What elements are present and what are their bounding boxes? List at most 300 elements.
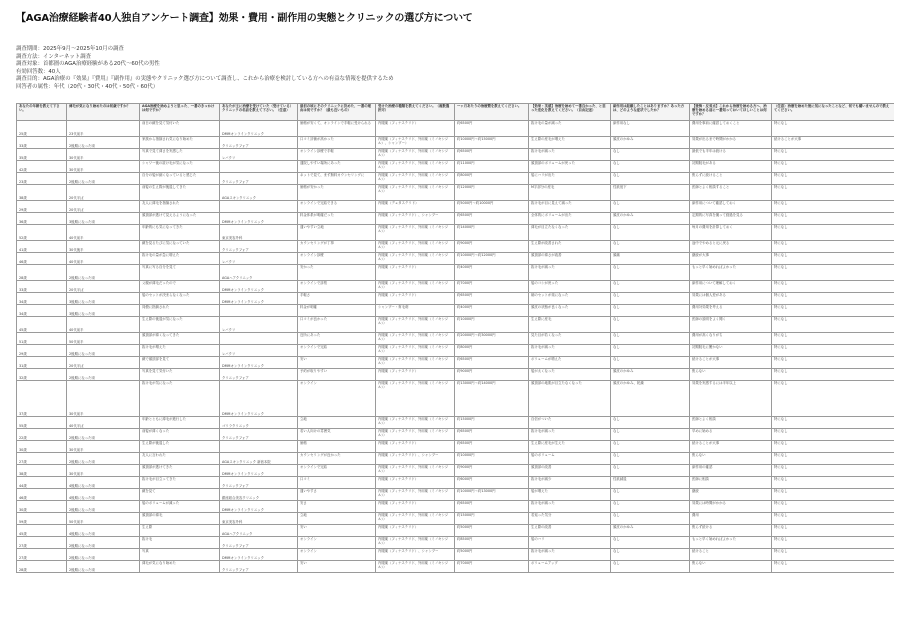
table-cell: 髪のハリ: [529, 537, 611, 549]
onset-cell: 20代半ば: [67, 185, 140, 201]
table-cell: [220, 201, 298, 213]
table-cell: 友人に言われた: [140, 453, 220, 465]
table-cell: レバクリ: [220, 317, 298, 333]
table-cell: 頭頂部のボリュームが戻った: [529, 161, 611, 173]
table-cell: 約6500円: [455, 149, 529, 161]
table-cell: 特になし: [772, 561, 895, 573]
table-row: [17, 489, 895, 501]
table-header-row: [17, 104, 895, 121]
meta-line-method: 調査方法：インターネット調査: [16, 53, 91, 60]
table-cell: 途中でやめると元に戻る: [690, 241, 772, 253]
table-cell: 特になし: [772, 537, 895, 549]
table-row: [17, 429, 895, 441]
table-cell: もっと早く始めればよかった: [690, 265, 772, 281]
table-cell: なし: [611, 489, 690, 501]
onset-cell: 2後期になった頃: [67, 561, 140, 573]
table-cell: 約5000円: [455, 525, 529, 537]
table-row: [17, 441, 895, 453]
table-cell: 焦らずに続けること: [690, 173, 772, 185]
table-cell: なし: [611, 305, 690, 317]
table-row: [17, 213, 895, 225]
onset-cell: 3後期になった頃: [67, 213, 140, 225]
survey-overview: [16, 46, 394, 91]
table-cell: クリニックフォア: [220, 477, 298, 489]
table-cell: 髪のボリューム: [529, 453, 611, 465]
age-cell: 22歳: [17, 429, 67, 441]
onset-cell: 30代前半: [67, 441, 140, 453]
table-cell: 内服薬（フィナステリド、外用薬（ミノキシジル）、シャンプー）: [376, 137, 455, 149]
age-cell: 31歳: [17, 357, 67, 369]
age-cell: 28歳: [17, 265, 67, 281]
table-cell: クリニックフォア: [220, 369, 298, 381]
table-cell: AGAヘアクリニック: [220, 525, 298, 537]
table-cell: 鏡を見るたびに気になっていた: [140, 241, 220, 253]
table-cell: [220, 441, 298, 453]
table-cell: 約6500円: [455, 213, 529, 225]
table-cell: 内服薬（フィナステリド、外用薬（ミノキシジル））: [376, 561, 455, 573]
table-cell: AGAヘアクリニック: [220, 265, 298, 281]
age-cell: 23歳: [17, 173, 67, 185]
onset-cell: 30代前半: [67, 381, 140, 417]
table-cell: 髪のボリュームが減った: [140, 501, 220, 513]
table-cell: 抜け毛が気になった: [140, 381, 220, 417]
table-cell: 約13000円〜約14000円: [455, 381, 529, 417]
table-cell: 約9000円: [455, 369, 529, 381]
table-cell: レバクリ: [220, 253, 298, 265]
table-cell: 友人に薄毛を指摘された: [140, 201, 220, 213]
table-row: [17, 161, 895, 173]
table-cell: 約4000円: [455, 265, 529, 281]
age-cell: 38歳: [17, 185, 67, 201]
meta-line-attributes: 回答者の属性：年代（20代・30代・40代・50代・60代）: [16, 83, 159, 90]
table-cell: 薄毛が気になり始めた: [140, 561, 220, 573]
table-cell: 抜け毛の量が減った: [529, 121, 611, 137]
onset-cell: 2後期になった頃: [67, 369, 140, 381]
table-cell: [220, 333, 298, 345]
table-row: [17, 137, 895, 149]
table-cell: 安い: [298, 525, 376, 537]
table-cell: ボリュームが増えた: [529, 357, 611, 369]
table-cell: レバクリ: [220, 345, 298, 357]
table-cell: なし: [611, 333, 690, 345]
onset-cell: 2後期になった頃: [67, 265, 140, 281]
table-cell: レバクリ: [220, 149, 298, 161]
table-cell: 前髪の生え際が後退してきた: [140, 185, 220, 201]
onset-cell: 2後期になった頃: [67, 549, 140, 561]
table-cell: 内服薬（フィナステリド、外用薬（ミノキシジル））: [376, 417, 455, 429]
table-cell: 口コミが良かった: [298, 317, 376, 333]
table-cell: 内服薬（フィナステリド、外用薬（ミノキシジル））: [376, 465, 455, 477]
column-header: 最初の頃にそのクリニックに決めた、一番の理由は何ですか？（最も近いもの）: [298, 104, 376, 121]
age-cell: 27歳: [17, 537, 67, 549]
age-cell: 46歳: [17, 489, 67, 501]
onset-cell: 4後期になった頃: [67, 489, 140, 501]
table-cell: 特になし: [772, 465, 895, 477]
age-cell: 29歳: [17, 201, 67, 213]
column-header: （任意）治療を始めた後に気になったことなど、何でも構いませんので教えてください。: [772, 104, 895, 121]
onset-cell: 20代半ば: [67, 357, 140, 369]
table-cell: 生え際の後退が気になった: [140, 317, 220, 333]
table-cell: なし: [611, 429, 690, 441]
table-cell: 早めに始める: [690, 429, 772, 441]
table-cell: 年齢とともに薄毛が進行した: [140, 417, 220, 429]
table-cell: 特になし: [772, 201, 895, 213]
table-cell: 内服薬（フィナステリド）: [376, 265, 455, 281]
table-cell: なし: [611, 201, 690, 213]
age-cell: 45歳: [17, 525, 67, 537]
table-cell: 費用を事前に確認しておくこと: [690, 121, 772, 137]
table-cell: なし: [611, 161, 690, 173]
table-cell: 抜け毛が増えた: [140, 345, 220, 357]
table-cell: 特になし: [772, 333, 895, 345]
table-cell: 頭皮のかゆみ: [611, 137, 690, 149]
table-cell: 髪のコシが戻った: [529, 281, 611, 293]
table-cell: 特になし: [772, 357, 895, 369]
table-cell: 医師とよく相談: [690, 417, 772, 429]
table-row: [17, 549, 895, 561]
table-cell: 内服薬（フィナステリド、外用薬（ミノキシジル））: [376, 149, 455, 161]
table-cell: 内服薬（フィナステリド、外用薬（ミノキシジル））: [376, 317, 455, 333]
table-row: [17, 561, 895, 573]
table-cell: 髪にハリが出た: [529, 173, 611, 185]
table-cell: 抜け毛が減った: [529, 265, 611, 281]
table-cell: 内服薬（フィナステリド、外用薬（ミノキシジル））: [376, 489, 455, 501]
table-cell: DMMオンラインクリニック: [220, 549, 298, 561]
table-cell: 立地: [298, 513, 376, 525]
age-cell: 35歳: [17, 149, 67, 161]
table-cell: 抜け毛が減った: [529, 429, 611, 441]
table-cell: DMMオンラインクリニック: [220, 381, 298, 417]
table-cell: ゴリラクリニック: [220, 417, 298, 429]
table-cell: 初期脱毛に驚かない: [690, 345, 772, 357]
onset-cell: 4後期になった頃: [67, 525, 140, 537]
table-row: [17, 345, 895, 357]
table-cell: 価格が安かった: [298, 185, 376, 201]
table-cell: 約11000円: [455, 161, 529, 173]
table-cell: 特になし: [772, 253, 895, 265]
table-cell: 約8000円: [455, 173, 529, 185]
table-row: [17, 417, 895, 429]
table-cell: 価格: [298, 441, 376, 453]
table-cell: なし: [611, 513, 690, 525]
table-row: [17, 357, 895, 369]
table-cell: 約8000円: [455, 345, 529, 357]
table-cell: 医師に相談: [690, 477, 772, 489]
table-cell: 焦らない: [690, 453, 772, 465]
table-cell: 効果が出るまで時間がかかる: [690, 137, 772, 149]
table-cell: 約7000円: [455, 281, 529, 293]
table-cell: 焦らない: [690, 369, 772, 381]
table-cell: 自分の髪が細くなっていると感じた: [140, 173, 220, 185]
table-cell: 約5000円〜約10000円: [455, 201, 529, 213]
table-cell: 特になし: [772, 173, 895, 185]
table-cell: なし: [611, 173, 690, 185]
table-cell: ボリュームアップ: [529, 561, 611, 573]
table-cell: DMMオンラインクリニック: [220, 465, 298, 477]
table-cell: DMMオンラインクリニック: [220, 501, 298, 513]
table-cell: 銀座総合美容クリニック: [220, 489, 298, 501]
table-cell: 特になし: [772, 549, 895, 561]
table-cell: 続けることが大事: [690, 441, 772, 453]
column-header: あなたが主に治療を受けていた（受けている）クリニックの名前を教えて下さい。（任意）: [220, 104, 298, 121]
table-cell: なし: [611, 357, 690, 369]
table-cell: なし: [611, 265, 690, 281]
table-cell: 医師とよく相談すること: [690, 185, 772, 201]
table-cell: 抜け毛が減少: [529, 477, 611, 489]
table-cell: 特になし: [772, 453, 895, 465]
onset-cell: 30代前半: [67, 161, 140, 173]
table-cell: カウンセリングが良かった: [298, 453, 376, 465]
onset-cell: 4後期になった頃: [67, 477, 140, 489]
table-cell: 抜け毛が減った: [529, 345, 611, 357]
table-cell: 約9000円: [455, 465, 529, 477]
table-cell: 見た目が若くなった: [529, 333, 611, 345]
page-title: 【AGA治療経験者40人独自アンケート調査】効果・費用・副作用の実態とクリニックの選び方について: [16, 13, 473, 24]
table-row: [17, 477, 895, 489]
onset-cell: 2後期になった頃: [67, 173, 140, 185]
age-cell: 33歳: [17, 137, 67, 149]
table-cell: 頭頂部の薄毛: [140, 513, 220, 525]
table-cell: 手軽さ: [298, 293, 376, 305]
onset-cell: 2後期になった頃: [67, 345, 140, 357]
table-cell: 特になし: [772, 265, 895, 281]
onset-cell: 40代前半: [67, 225, 140, 241]
table-cell: 特になし: [772, 429, 895, 441]
table-cell: 前髪が薄くなった: [140, 429, 220, 441]
table-cell: M字部分の産毛: [529, 185, 611, 201]
table-cell: 特になし: [772, 417, 895, 429]
table-cell: 焦らず続ける: [690, 525, 772, 537]
table-cell: 特になし: [772, 225, 895, 241]
age-cell: 32歳: [17, 369, 67, 381]
table-cell: なし: [611, 501, 690, 513]
table-cell: 内服薬（フィナステリド、外用薬（ミノキシジル））: [376, 161, 455, 173]
table-cell: 頭皮の状態が良くなった: [529, 305, 611, 317]
onset-cell: 2後期になった頃: [67, 501, 140, 513]
table-cell: 最低でも半年は続ける: [690, 149, 772, 161]
table-cell: 約6500円: [455, 357, 529, 369]
table-cell: 約10000円: [455, 453, 529, 465]
table-cell: クリニックフォア: [220, 137, 298, 149]
table-cell: オンライン診療で手軽: [298, 149, 376, 161]
table-cell: 特になし: [772, 525, 895, 537]
table-cell: 同僚に指摘された: [140, 305, 220, 317]
table-cell: 約6500円: [455, 121, 529, 137]
table-cell: 特になし: [772, 185, 895, 201]
table-cell: 価格が安くて、オンラインで手軽に受けられる: [298, 121, 376, 137]
table-cell: 抜け毛が減った: [529, 149, 611, 161]
table-cell: 安さ: [298, 501, 376, 513]
onset-cell: 2後期になった頃: [67, 453, 140, 465]
table-cell: 鏡で頭頂部を見て: [140, 357, 220, 369]
table-cell: なし: [611, 149, 690, 161]
table-cell: 頭頂部が透けてきた: [140, 465, 220, 477]
table-cell: 安い: [298, 561, 376, 573]
table-cell: 写真に写る自分を見て: [140, 265, 220, 281]
table-cell: 髪が増えた: [529, 489, 611, 501]
onset-cell: 50代前半: [67, 513, 140, 525]
age-cell: 27歳: [17, 549, 67, 561]
table-cell: 生え際が後退した: [140, 441, 220, 453]
table-cell: 内服薬（フィナステリド、外用薬（ミノキシジル））: [376, 357, 455, 369]
table-cell: 約8500円: [455, 537, 529, 549]
table-body: [17, 121, 895, 573]
age-cell: 55歳: [17, 417, 67, 429]
table-cell: 定期的に写真を撮って経過を見る: [690, 213, 772, 225]
column-header: 【効果・実感】治療を始めて一番良かった、と思った変化を教えてください。（自由記述）: [529, 104, 611, 121]
table-cell: 約6500円: [455, 293, 529, 305]
table-cell: AGAスキンクリニック: [220, 185, 298, 201]
table-cell: ネットで見て、まず無料カウンセリングに: [298, 173, 376, 185]
table-cell: 医師の説明をよく聞く: [690, 317, 772, 333]
table-row: [17, 369, 895, 381]
onset-cell: 40代前半: [67, 253, 140, 265]
table-row: [17, 149, 895, 161]
table-cell: 費用が高くなりがち: [690, 333, 772, 345]
table-cell: 副作用の確認: [690, 465, 772, 477]
table-cell: 特になし: [772, 317, 895, 333]
table-row: [17, 241, 895, 253]
table-cell: 費用対効果を考える: [690, 305, 772, 317]
table-cell: 通いやすさ: [298, 489, 376, 501]
table-cell: 約14000円: [455, 225, 529, 241]
table-row: [17, 333, 895, 345]
table-row: [17, 525, 895, 537]
age-cell: 29歳: [17, 345, 67, 357]
age-cell: 30歳: [17, 441, 67, 453]
table-cell: オンラインで完結できる: [298, 201, 376, 213]
onset-cell: 20代半ば: [67, 201, 140, 213]
age-cell: 25歳: [17, 121, 67, 137]
onset-cell: 40代半ば: [67, 417, 140, 429]
table-cell: 性欲低下: [611, 185, 690, 201]
table-cell: 内服薬（フィナステリド）: [376, 441, 455, 453]
table-cell: なし: [611, 317, 690, 333]
table-cell: 頭頂部の改善: [529, 465, 611, 477]
table-cell: 内服薬（フィナステリド、外用薬（ミノキシジル））: [376, 225, 455, 241]
table-cell: 年齢的にも気になってきた: [140, 225, 220, 241]
table-cell: DMMオンラインクリニック: [220, 357, 298, 369]
table-cell: 約9000円: [455, 241, 529, 253]
table-cell: 約10000円: [455, 317, 529, 333]
table-row: [17, 317, 895, 333]
table-cell: 頭頂部が透けて見えるようになった: [140, 213, 220, 225]
table-cell: 約15000円: [455, 417, 529, 429]
table-row: [17, 225, 895, 241]
table-cell: なし: [611, 453, 690, 465]
onset-cell: 2後期になった頃: [67, 137, 140, 149]
table-cell: シャワー後の抜け毛が気になった: [140, 161, 220, 173]
table-cell: 特になし: [772, 293, 895, 305]
table-cell: 生え際の産毛が増えた: [529, 137, 611, 149]
table-cell: 薄毛が目立たなくなった: [529, 225, 611, 241]
table-cell: 料金が明確: [298, 305, 376, 317]
table-cell: 続けることが大事: [690, 357, 772, 369]
table-cell: 料金体系が明確だった: [298, 213, 376, 225]
table-cell: 頭皮のかゆみ: [611, 369, 690, 381]
age-cell: 36歳: [17, 213, 67, 225]
table-row: [17, 201, 895, 213]
table-cell: 約10000円〜約13000円: [455, 489, 529, 501]
table-cell: 生え際に産毛: [529, 317, 611, 333]
column-header: あなたの年齢を教えて下さい。: [17, 104, 67, 121]
table-cell: 約4000円: [455, 305, 529, 317]
table-cell: 内服薬（フィナステリド）、シャンプー: [376, 213, 455, 225]
table-cell: 口コミ: [298, 477, 376, 489]
age-cell: 42歳: [17, 161, 67, 173]
table-cell: 約10000円〜約12000円: [455, 253, 529, 265]
table-cell: 内服薬（フィナステリド）、シャンプー: [376, 549, 455, 561]
onset-cell: 2後期になった頃: [67, 537, 140, 549]
table-cell: 約15000円: [455, 513, 529, 525]
table-cell: 特になし: [772, 305, 895, 317]
table-cell: 特になし: [772, 121, 895, 137]
table-cell: 内服薬（フィナステリド、外用薬（ミノキシジル））: [376, 513, 455, 525]
table-cell: オンラインで完結: [298, 345, 376, 357]
table-cell: 副作用について理解しておく: [690, 281, 772, 293]
table-cell: 特になし: [772, 477, 895, 489]
table-cell: 内服薬（フィナステリド、外用薬（ミノキシジル））: [376, 333, 455, 345]
table-cell: 特になし: [772, 513, 895, 525]
table-cell: なし: [611, 417, 690, 429]
table-cell: 予約が取りやすい: [298, 369, 376, 381]
table-cell: 髪が太くなった: [529, 369, 611, 381]
age-cell: 45歳: [17, 317, 67, 333]
onset-cell: 50代前半: [67, 333, 140, 345]
onset-cell: 40代前半: [67, 317, 140, 333]
age-cell: 37歳: [17, 381, 67, 417]
table-cell: 髪のセットが決まらなくなった: [140, 293, 220, 305]
table-cell: 内服薬（フィナステリド）、シャンプー: [376, 453, 455, 465]
age-cell: 33歳: [17, 281, 67, 293]
table-cell: DMMオンラインクリニック: [220, 281, 298, 293]
table-cell: 特になし: [772, 161, 895, 173]
table-cell: 抜け毛の量が急に増えた: [140, 253, 220, 265]
table-cell: 費用: [690, 513, 772, 525]
table-cell: クリニックフォア: [220, 173, 298, 185]
table-cell: 生え際の改善: [529, 525, 611, 537]
age-cell: 41歳: [17, 241, 67, 253]
table-cell: 写真を見て気付いた: [140, 369, 220, 381]
table-cell: もっと早く始めればよかった: [690, 537, 772, 549]
table-cell: 内服薬（フィナステリド）: [376, 293, 455, 305]
table-cell: 前日の鏡を見て気付いた: [140, 121, 220, 137]
table-cell: 特になし: [772, 501, 895, 513]
table-cell: 約6500円: [455, 429, 529, 441]
table-row: [17, 381, 895, 417]
table-cell: シャンプー・育毛剤: [376, 305, 455, 317]
column-header: 受けた治療の種類を教えてください。（複数選択可）: [376, 104, 455, 121]
table-cell: 生え際: [140, 525, 220, 537]
table-cell: AGAスキンクリニック 新宿本院: [220, 453, 298, 465]
table-cell: 副作用について確認しておく: [690, 201, 772, 213]
table-cell: 頭頂部が薄くなってきた: [140, 333, 220, 345]
table-cell: クリニックフォア: [220, 561, 298, 573]
table-cell: なし: [611, 441, 690, 453]
meta-line-target: 調査対象：首都圏のAGA治療経験がある20代〜60代の男性: [16, 61, 160, 67]
age-cell: 59歳: [17, 513, 67, 525]
table-cell: 自信がついた: [529, 417, 611, 429]
table-cell: 内服薬（フィナステリド、外用薬（ミノキシジル））: [376, 537, 455, 549]
table-cell: 通いやすい立地: [298, 225, 376, 241]
table-row: [17, 465, 895, 477]
column-header: 【後悔・反省点】これから治療を始める方へ、治療を始める前に一番知っておいてほしいことは何ですか？: [690, 104, 772, 121]
table-cell: なし: [611, 465, 690, 477]
table-cell: 内服薬（デュタステリド）: [376, 201, 455, 213]
table-cell: 内服薬（フィナステリド）: [376, 501, 455, 513]
table-cell: 特になし: [772, 381, 895, 417]
table-cell: 内服薬（フィナステリド、外用薬（ミノキシジル））: [376, 253, 455, 265]
